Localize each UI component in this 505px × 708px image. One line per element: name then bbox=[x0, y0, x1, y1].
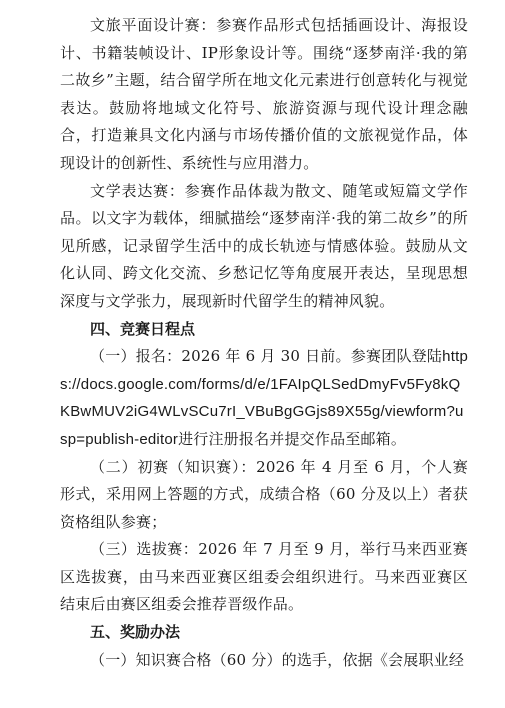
section-heading-schedule: 四、竞赛日程点 bbox=[90, 319, 196, 338]
section-heading-awards: 五、奖励办法 bbox=[90, 623, 181, 642]
document-page bbox=[60, 12, 468, 674]
registration-form-link[interactable]: https://docs.google.com/forms/d/e/1FAIpQLSedDmyFv5Fy8kQKBwMUV2iG4WLvSCu7rI_VBuBgGGjs89X55g/viewform?usp=publish-editor bbox=[60, 348, 468, 448]
paragraph-preliminary: （二）初赛（知识赛）：2026 年 4 月至 6 月，个人赛形式，采用网上答题的方式，成绩合格（60 分及以上）者获资格组队参赛； bbox=[60, 457, 468, 531]
paragraph-literary-expression: 文学表达赛：参赛作品体裁为散文、随笔或短篇文学作品。以文字为载体，细腻描绘“逐梦南洋·我的第二故乡”的所见所感，记录留学生活中的成长轨迹与情感体验。鼓励从文化认同、跨文化交流、乡愁记忆等角度展开表达，呈现思想深度与文学张力，展现新时代留学生的精神风貌。 bbox=[60, 181, 468, 310]
paragraph-registration bbox=[60, 343, 468, 453]
paragraph-tourism-design: 文旅平面设计赛：参赛作品形式包括插画设计、海报设计、书籍装帧设计、IP形象设计等。围绕“逐梦南洋·我的第二故乡”主题，结合留学所在地文化元素进行创意转化与视觉表达。鼓励将地域文化符号、旅游资源与现代设计理念融合，打造兼具文化内涵与市场传播价值的文旅视觉作品，体现设计的创新性、系统性与应用潜力。 bbox=[60, 16, 468, 172]
paragraph-selection: （三）选拔赛：2026 年 7 月至 9 月，举行马来西亚赛区选拔赛，由马来西亚赛区组委会组织进行。马来西亚赛区结束后由赛区组委会推荐晋级作品。 bbox=[60, 540, 468, 614]
registration-text-suffix: 进行注册报名并提交作品至邮箱。 bbox=[178, 429, 407, 448]
registration-text: （一）报名：2026 年 6 月 30 日前。参赛团队登陆 bbox=[90, 347, 443, 366]
paragraph-awards-knowledge: （一）知识赛合格（60 分）的选手，依据《会展职业经 bbox=[90, 650, 465, 669]
